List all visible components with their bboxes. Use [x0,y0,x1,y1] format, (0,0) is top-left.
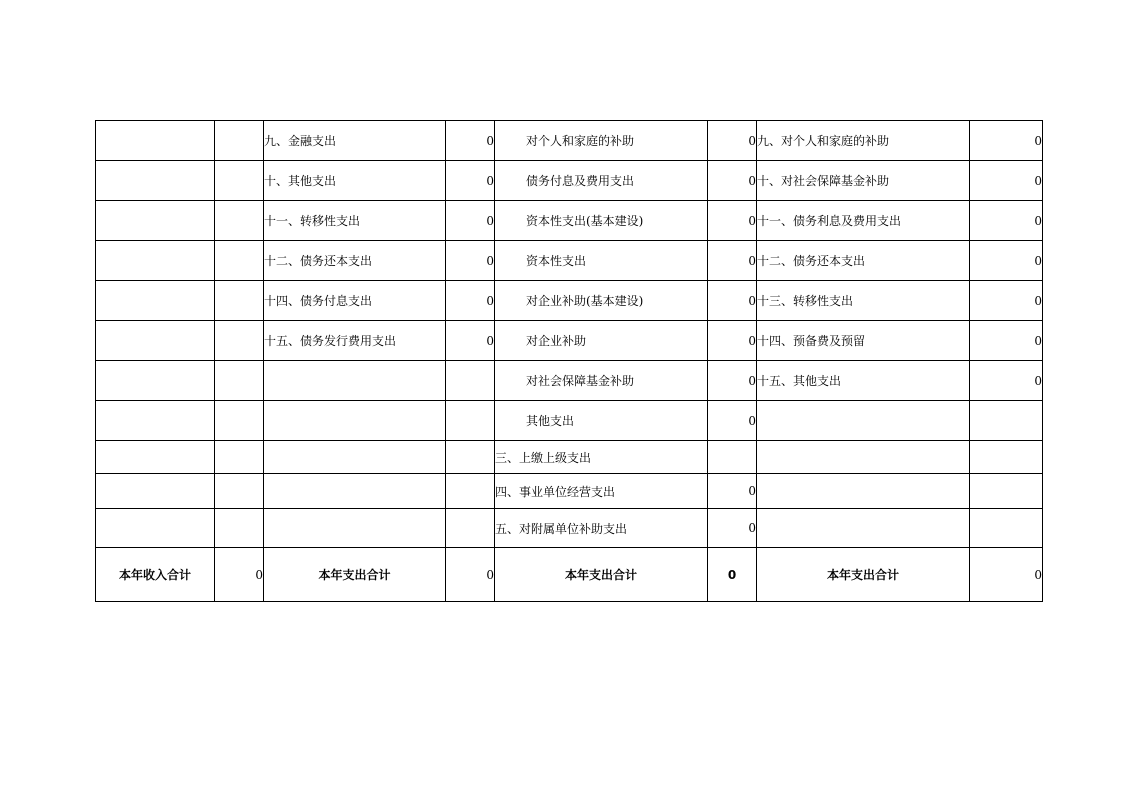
income-item-cell [96,281,215,321]
expense-function-amount-cell [446,401,495,441]
table-row [96,241,1043,281]
income-total-label: 本年收入合计 [96,548,215,602]
expense-govt-economic-amount-cell [970,474,1043,509]
income-item-cell [96,121,215,161]
expense-function-amount-cell: 0 [446,201,495,241]
expense-govt-economic-amount-cell: 0 [970,321,1043,361]
table-row [96,509,1043,548]
income-item-cell [96,321,215,361]
expense-function-amount-cell [446,474,495,509]
expense-function-amount-cell [446,361,495,401]
income-amount-cell [215,241,264,281]
expense-function-item-cell: 十五、债务发行费用支出 [264,321,446,361]
table-row [96,441,1043,474]
income-item-cell [96,161,215,201]
table-row [96,281,1043,321]
income-item-cell [96,401,215,441]
expense-govt-economic-amount-cell [970,509,1043,548]
expense-total-value-economic: 0 [708,548,757,602]
income-amount-cell [215,321,264,361]
expense-total-label-govt-economic: 本年支出合计 [757,548,970,602]
expense-economic-item-cell: 对企业补助 [495,321,708,361]
expense-function-amount-cell: 0 [446,121,495,161]
expense-total-value-function: 0 [446,548,495,602]
expense-govt-economic-amount-cell: 0 [970,361,1043,401]
expense-economic-item-cell: 四、事业单位经营支出 [495,474,708,509]
table-row [96,361,1043,401]
expense-economic-item-cell: 对个人和家庭的补助 [495,121,708,161]
expense-govt-economic-amount-cell: 0 [970,161,1043,201]
table-row [96,474,1043,509]
expense-economic-item-cell: 资本性支出 [495,241,708,281]
expense-function-item-cell: 十四、债务付息支出 [264,281,446,321]
expense-function-item-cell: 十一、转移性支出 [264,201,446,241]
income-item-cell [96,201,215,241]
expense-govt-economic-amount-cell: 0 [970,281,1043,321]
expense-function-amount-cell [446,509,495,548]
expense-function-item-cell [264,361,446,401]
totals-row [96,548,1043,602]
expense-economic-amount-cell: 0 [708,161,757,201]
income-amount-cell [215,509,264,548]
expense-economic-item-cell: 对社会保障基金补助 [495,361,708,401]
income-amount-cell [215,201,264,241]
expense-govt-economic-amount-cell: 0 [970,121,1043,161]
budget-table [95,120,1043,602]
income-item-cell [96,474,215,509]
expense-govt-economic-item-cell: 十一、债务利息及费用支出 [757,201,970,241]
expense-economic-item-cell: 五、对附属单位补助支出 [495,509,708,548]
expense-economic-item-cell: 债务付息及费用支出 [495,161,708,201]
expense-function-amount-cell: 0 [446,161,495,201]
table-row [96,401,1043,441]
table-row [96,121,1043,161]
expense-govt-economic-item-cell: 十、对社会保障基金补助 [757,161,970,201]
table-row [96,161,1043,201]
expense-govt-economic-item-cell: 十四、预备费及预留 [757,321,970,361]
expense-economic-item-cell: 三、上缴上级支出 [495,441,708,474]
income-amount-cell [215,281,264,321]
table-row [96,321,1043,361]
income-amount-cell [215,401,264,441]
income-item-cell [96,361,215,401]
income-total-value: 0 [215,548,264,602]
expense-govt-economic-amount-cell [970,401,1043,441]
expense-economic-item-cell: 对企业补助(基本建设) [495,281,708,321]
income-item-cell [96,441,215,474]
income-amount-cell [215,121,264,161]
expense-economic-item-cell: 其他支出 [495,401,708,441]
expense-function-amount-cell: 0 [446,241,495,281]
expense-govt-economic-item-cell: 十五、其他支出 [757,361,970,401]
expense-function-item-cell: 九、金融支出 [264,121,446,161]
expense-govt-economic-amount-cell [970,441,1043,474]
expense-economic-amount-cell: 0 [708,121,757,161]
expense-govt-economic-item-cell [757,509,970,548]
expense-economic-amount-cell: 0 [708,401,757,441]
expense-govt-economic-item-cell [757,401,970,441]
expense-economic-item-cell: 资本性支出(基本建设) [495,201,708,241]
expense-govt-economic-item-cell: 十三、转移性支出 [757,281,970,321]
expense-govt-economic-item-cell: 九、对个人和家庭的补助 [757,121,970,161]
expense-economic-amount-cell: 0 [708,281,757,321]
expense-economic-amount-cell: 0 [708,361,757,401]
income-item-cell [96,509,215,548]
income-amount-cell [215,161,264,201]
expense-function-item-cell [264,509,446,548]
expense-function-item-cell [264,474,446,509]
expense-economic-amount-cell: 0 [708,321,757,361]
expense-govt-economic-amount-cell: 0 [970,201,1043,241]
expense-economic-amount-cell: 0 [708,509,757,548]
expense-economic-amount-cell: 0 [708,241,757,281]
expense-govt-economic-item-cell [757,474,970,509]
table-row [96,201,1043,241]
expense-total-label-function: 本年支出合计 [264,548,446,602]
expense-function-amount-cell [446,441,495,474]
income-item-cell [96,241,215,281]
expense-function-amount-cell: 0 [446,281,495,321]
income-amount-cell [215,361,264,401]
expense-total-value-govt-economic: 0 [970,548,1043,602]
expense-function-item-cell [264,441,446,474]
expense-govt-economic-item-cell [757,441,970,474]
expense-function-amount-cell: 0 [446,321,495,361]
expense-function-item-cell: 十、其他支出 [264,161,446,201]
income-amount-cell [215,441,264,474]
income-amount-cell [215,474,264,509]
expense-function-item-cell [264,401,446,441]
expense-economic-amount-cell: 0 [708,474,757,509]
expense-economic-amount-cell: 0 [708,201,757,241]
expense-govt-economic-amount-cell: 0 [970,241,1043,281]
expense-function-item-cell: 十二、债务还本支出 [264,241,446,281]
expense-total-label-economic: 本年支出合计 [495,548,708,602]
expense-economic-amount-cell [708,441,757,474]
table-body [96,121,1043,602]
expense-govt-economic-item-cell: 十二、债务还本支出 [757,241,970,281]
